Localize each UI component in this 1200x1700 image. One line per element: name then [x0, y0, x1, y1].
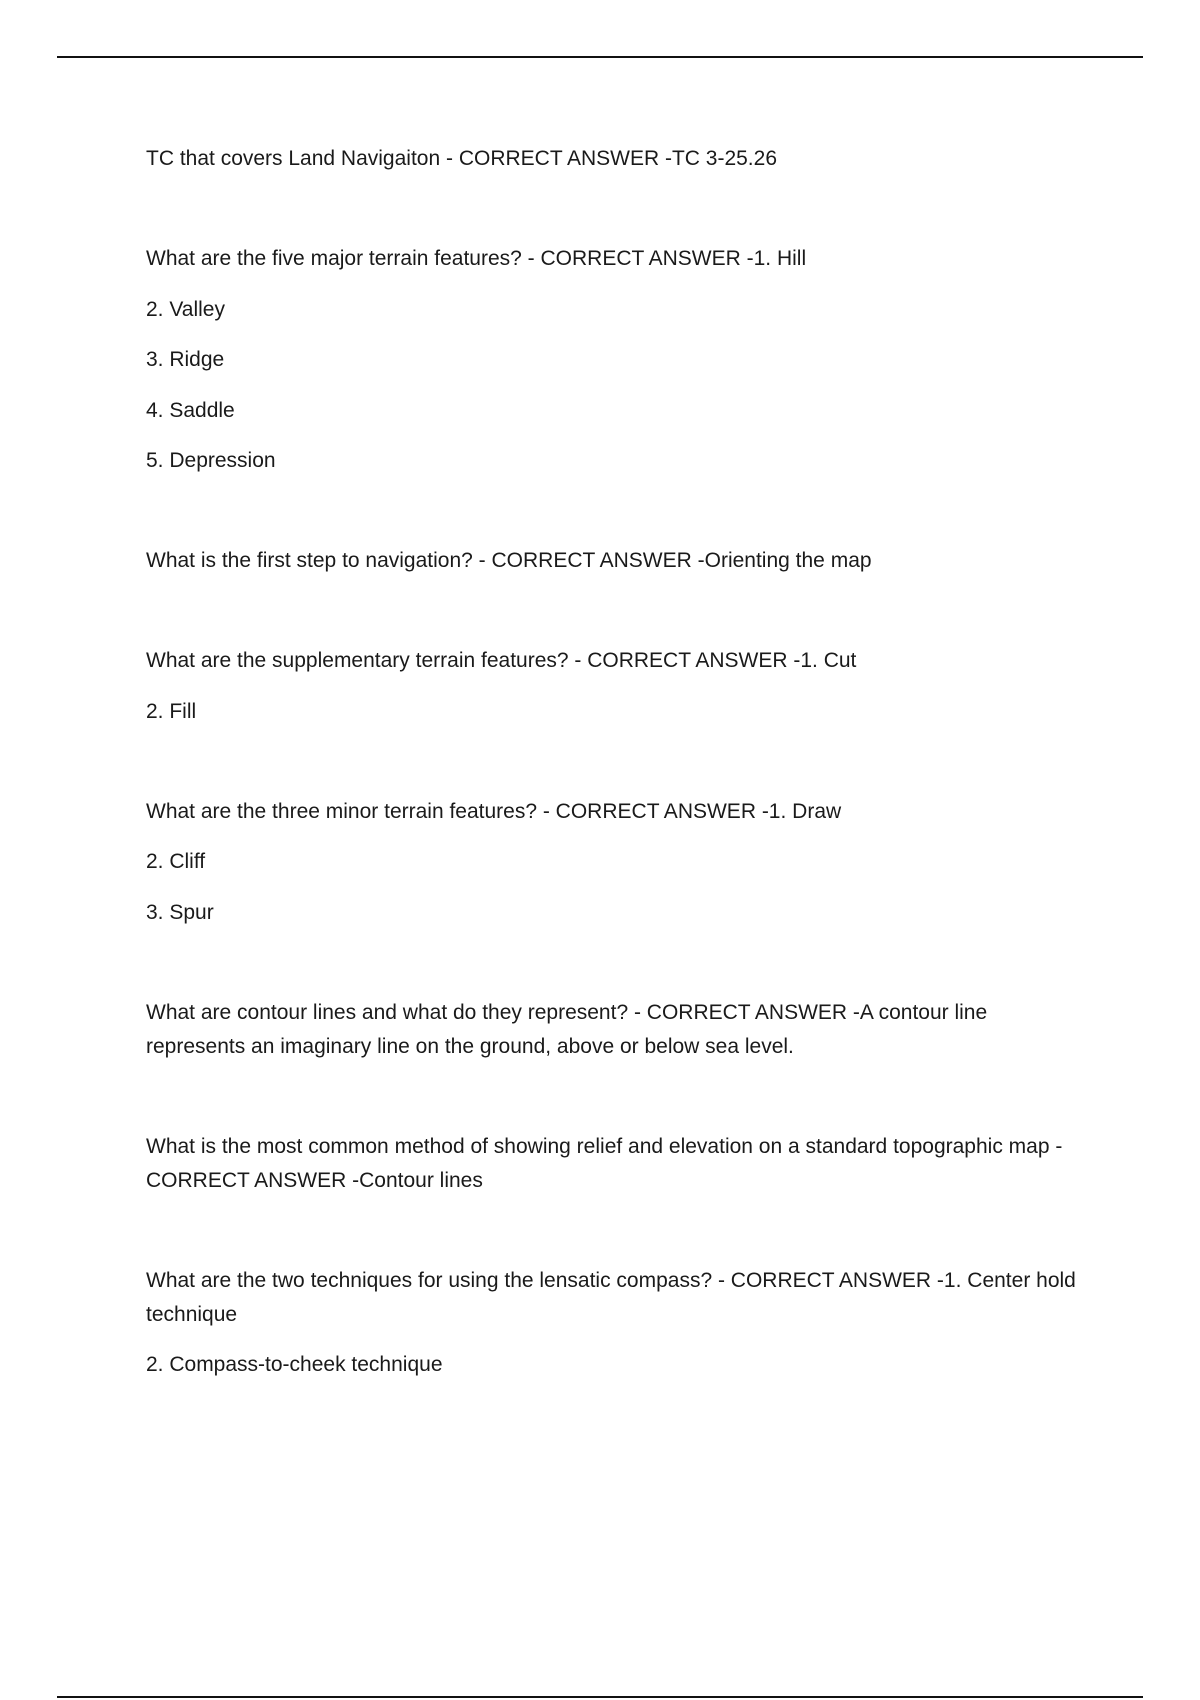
question-line: What are the supplementary terrain features? - CORRECT ANSWER -1. Cut — [146, 649, 857, 672]
answer-line: 4. Saddle — [146, 398, 235, 422]
qa-item — [146, 1130, 1076, 1198]
qa-item — [146, 996, 1076, 1064]
footer-rule — [57, 1696, 1143, 1698]
qa-item — [146, 644, 1076, 729]
answer-line: 2. Compass-to-cheek technique — [146, 1353, 443, 1376]
header-rule — [57, 56, 1143, 58]
question-line: What are contour lines and what do they represent? - CORRECT ANSWER -A contour line represents an imaginary line on the ground, above or below sea level. — [146, 1000, 988, 1058]
question-line: What are the three minor terrain features? - CORRECT ANSWER -1. Draw — [146, 799, 842, 823]
answer-line: 2. Fill — [146, 699, 197, 723]
question-line: What are the five major terrain features? - CORRECT ANSWER -1. Hill — [146, 247, 807, 270]
answer-line: 3. Ridge — [146, 348, 225, 371]
qa-item — [146, 142, 1076, 176]
question-line: What is the first step to navigation? - CORRECT ANSWER -Orienting the map — [146, 549, 872, 572]
question-line: TC that covers Land Navigaiton - CORRECT ANSWER -TC 3-25.26 — [146, 147, 777, 170]
question-line: What are the two techniques for using the lensatic compass? - CORRECT ANSWER -1. Center hold technique — [146, 1268, 1076, 1326]
qa-item — [146, 795, 1076, 930]
document-body — [146, 142, 1076, 1448]
qa-item — [146, 242, 1076, 478]
answer-line: 2. Valley — [146, 297, 225, 321]
answer-line: 5. Depression — [146, 449, 276, 472]
answer-line: 3. Spur — [146, 900, 214, 924]
question-line: What is the most common method of showing relief and elevation on a standard topographic map - CORRECT ANSWER -Contour lines — [146, 1134, 1063, 1192]
qa-item — [146, 1264, 1076, 1383]
answer-line: 2. Cliff — [146, 850, 206, 873]
qa-item — [146, 544, 1076, 578]
